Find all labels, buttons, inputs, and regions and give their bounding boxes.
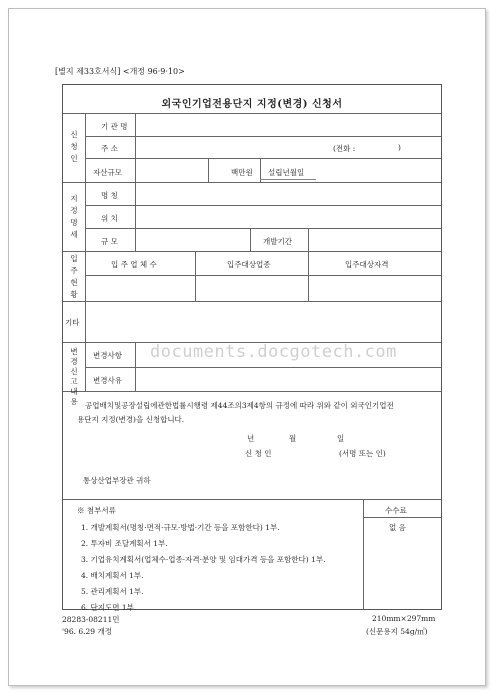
- founded-label: 설립년월일: [268, 168, 305, 177]
- date-day: 일: [337, 434, 345, 443]
- date-month: 월: [289, 434, 297, 443]
- capital-label: 자산규모: [93, 168, 122, 177]
- other-label: 기타: [65, 318, 80, 327]
- attachment-item: 6. 단지도면 1부.: [81, 603, 137, 612]
- phone-label: (전화 :: [333, 144, 356, 153]
- change-reason-label: 변경사유: [93, 376, 122, 385]
- phone-close: ): [398, 143, 401, 152]
- attachments-heading: ※ 첨부서류: [77, 506, 116, 515]
- footer-code: 28283-08211민: [62, 615, 120, 624]
- statement-line1: 공업배치및공장설립에관한법률시행령 제44조의3제4항의 규정에 따라 위와 같이 외국인기업전: [85, 401, 394, 410]
- location-label: 위 치: [101, 214, 118, 223]
- footer-revision: '96. 6.29 개정: [62, 627, 112, 636]
- capital-unit: 백만원: [231, 168, 253, 177]
- attachment-item: 2. 투자비 조달계획서 1부.: [81, 539, 168, 548]
- attachment-item: 5. 관리계획서 1부.: [81, 587, 144, 596]
- fee-label: 수수료: [385, 506, 407, 515]
- tenant-col-count: 입 주 업 체 수: [111, 260, 157, 269]
- form-number: [별지 제33호서식] <개정 96·9·10>: [55, 67, 185, 76]
- designation-section-label: 지정명세: [70, 194, 78, 239]
- attachment-item: 1. 개발계획서(명칭·면적·규모·방법·기간 등을 포함한다) 1부.: [81, 523, 280, 532]
- footer-paper: (신문용지 54g/㎡): [366, 627, 428, 636]
- tenant-section-label: 입주현황: [70, 254, 78, 299]
- footer-size: 210mm×297mm: [372, 614, 436, 623]
- applicant-section-label: 신청인: [70, 130, 78, 163]
- name-label: 명 칭: [101, 191, 118, 200]
- attachment-item: 3. 기업유치계획서(업체수·업종·자격·분양 및 임대가격 등을 포함한다) 1부.: [81, 555, 326, 564]
- attachment-item: 4. 배치계획서 1부.: [81, 571, 144, 580]
- change-section-label: 변경신고내용: [70, 347, 78, 406]
- period-label: 개발기간: [263, 237, 292, 246]
- date-year: 년: [247, 434, 255, 443]
- applicant-sign-label: 신 청 인: [245, 449, 272, 458]
- tenant-col-industry: 입주대상업종: [227, 260, 271, 269]
- addressee: 통상산업부장관 귀하: [83, 476, 151, 485]
- statement-line2: 용단지 지정(변경)을 신청합니다.: [77, 415, 185, 424]
- change-item-label: 변경사항: [93, 351, 122, 360]
- org-name-label: 기 관 명: [101, 122, 128, 131]
- sign-label: (서명 또는 인): [339, 449, 386, 458]
- watermark: documents.docgotech.com: [150, 342, 397, 362]
- tenant-col-qualification: 입주대상자격: [345, 260, 389, 269]
- scale-label: 규 모: [101, 237, 118, 246]
- form-title: 외국인기업전용단지 지정(변경) 신청서: [161, 99, 343, 110]
- fee-value: 없 음: [389, 523, 406, 532]
- address-label: 주 소: [101, 144, 118, 153]
